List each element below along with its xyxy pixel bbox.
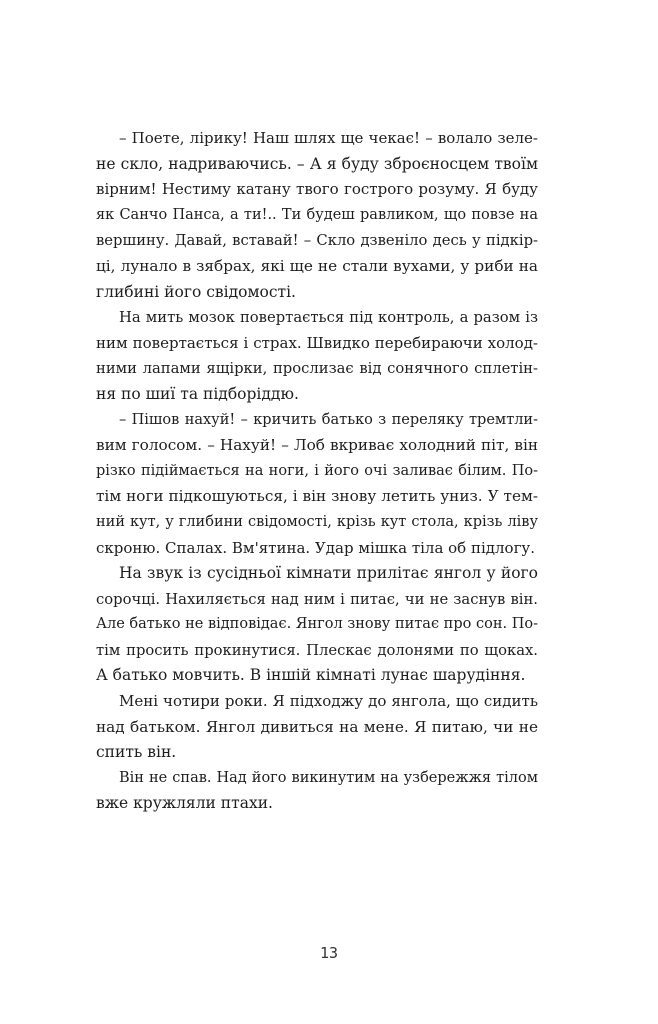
text-line: тім ноги підкошуються, і він знову летить униз. У тем- [96, 487, 538, 506]
text-line: Мені чотири роки. Я підходжу до янгола, що сидить [119, 692, 538, 711]
paragraph-2 [96, 305, 538, 407]
text-line: На мить мозок повертається під контроль, а разом із [119, 309, 538, 327]
text-line: спить він. [96, 743, 177, 762]
text-line: скроню. Спалах. Вм'ятина. Удар мішка тіла об підлогу. [96, 538, 536, 557]
paragraph-6 [96, 766, 538, 817]
text-line: вірним! Нестиму катану твого гострого розуму. Я буду [96, 180, 538, 199]
text-line: сорочці. Нахиляється над ним і питає, чи не заснув він. [96, 590, 538, 608]
text-line: ним повертається і страх. Швидко перебираючи холод- [96, 333, 538, 352]
text-line: як Санчо Панса, а ти!.. Ти будеш равликом, що повзе на [96, 206, 538, 223]
paragraph-1 [96, 126, 538, 305]
text-line: ний кут, у глибини свідомості, крізь кут стола, крізь ліву [96, 513, 538, 530]
text-line: вершину. Давай, вставай! – Скло дзвеніло десь у підкір- [96, 232, 538, 250]
text-line: над батьком. Янгол дивиться на мене. Я питаю, чи не [96, 717, 538, 736]
text-line: ня по шиї та підборіддю. [96, 384, 299, 403]
text-line: Але батько не відповідає. Янгол знову питає про сон. По- [96, 616, 538, 633]
paragraph-5 [96, 689, 538, 766]
text-line: різко підіймається на ноги, і його очі заливає білим. По- [96, 462, 538, 479]
body-text [96, 126, 538, 817]
text-line: Він не спав. Над його викинутим на узбережжя тілом [119, 769, 538, 786]
text-line: На звук із сусідньої кімнати прилітає янгол у його [119, 564, 538, 583]
text-line: ними лапами ящірки, прослизає від сонячного сплетін- [96, 360, 538, 378]
text-line: вим голосом. – Нахуй! – Лоб вкриває холодний піт, він [96, 436, 538, 455]
paragraph-3 [96, 408, 538, 562]
text-line: А батько мовчить. В іншій кімнаті лунає шарудіння. [96, 666, 526, 685]
text-line: тім просить прокинутися. Плескає долонями по щоках. [96, 641, 538, 659]
text-line: глибині його свідомості. [96, 282, 296, 301]
text-line: – Поете, лірику! Наш шлях ще чекає! – волало зеле- [119, 129, 538, 147]
text-line: – Пішов нахуй! – кричить батько з переляку тремтли- [119, 411, 538, 428]
text-line: ці, лунало в зябрах, які ще не стали вухами, у риби на [96, 256, 538, 275]
text-line: не скло, надриваючись. – А я буду зброєносцем твоїм [96, 154, 538, 173]
paragraph-4 [96, 561, 538, 689]
page-number: 13 [319, 944, 339, 962]
text-line: вже кружляли птахи. [96, 794, 273, 813]
